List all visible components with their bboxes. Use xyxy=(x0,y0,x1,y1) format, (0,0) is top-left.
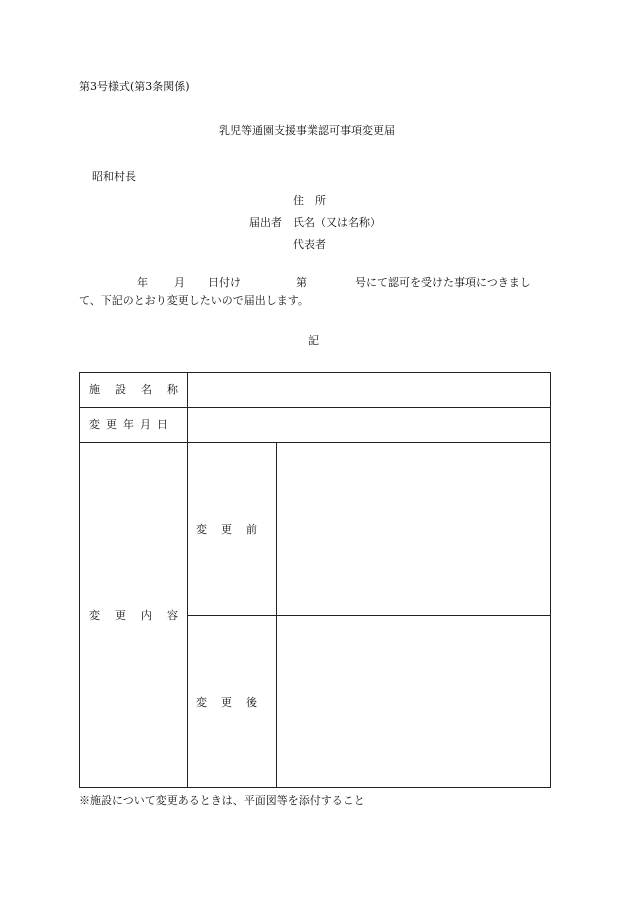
addressee: 昭和村長 xyxy=(92,170,136,183)
year-label: 年 xyxy=(137,276,148,289)
after-change-label: 変更後 xyxy=(196,696,271,709)
facility-name-label: 施設名称 xyxy=(89,383,193,396)
record-mark: 記 xyxy=(308,334,319,347)
change-date-value-cell[interactable] xyxy=(188,408,550,442)
facility-name-value-cell[interactable] xyxy=(188,373,550,407)
date-suffix-label: 日付け xyxy=(208,276,241,289)
form-number: 第3号様式(第3条関係) xyxy=(79,80,190,93)
document-title: 乳児等通園支援事業認可事項変更届 xyxy=(219,124,395,137)
body-text-line-2: て、下記のとおり変更したいので届出します。 xyxy=(79,294,309,307)
address-label: 住 所 xyxy=(293,194,326,207)
representative-label: 代表者 xyxy=(293,238,326,251)
after-change-value-cell[interactable] xyxy=(277,616,550,787)
month-label: 月 xyxy=(174,276,185,289)
change-detail-table xyxy=(79,372,551,788)
number-prefix-label: 第 xyxy=(296,276,307,289)
footnote: ※施設について変更あるときは、平面図等を添付すること xyxy=(79,794,365,807)
before-change-value-cell[interactable] xyxy=(277,443,550,615)
change-content-label: 変更内容 xyxy=(89,609,193,622)
body-text-rest: 号にて認可を受けた事項につきまし xyxy=(355,276,531,289)
name-label: 氏名（又は名称） xyxy=(293,216,381,229)
before-change-label: 変更前 xyxy=(196,523,271,536)
change-date-label: 変更年月日 xyxy=(89,418,174,431)
applicant-label: 届出者 xyxy=(249,216,282,229)
